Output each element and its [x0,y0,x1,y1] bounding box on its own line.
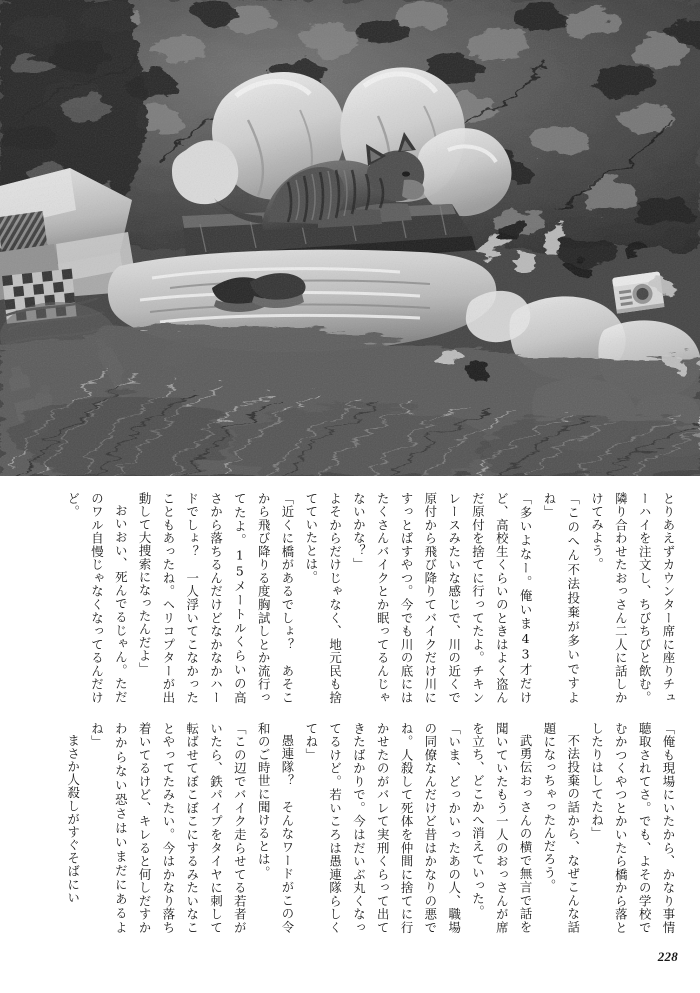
paragraph: 「このへん不法投棄が多いですよね」 [541,492,581,704]
paragraph: 「いま、どっかいったあの人、職場の同僚なんだけど昔はかなりの悪でね。人殺して死体を仲間に捨てに行かせたのがバレて実刑くらって出てきたばかりで。今はだいぶ丸くなってるけど。若いころは愚連隊らしくてね」 [303,722,462,934]
photograph-artwork [0,0,700,476]
body-text-block-lower [64,722,680,934]
photo-tone [0,0,700,476]
paragraph: 「この辺でバイク走らせてる若者がいたら、鉄パイプをタイヤに刺して転ばせてぼこぼこにするみたいなことやってたみたい。今はかなり落ち着いてるけど、キレると何しだすかわからない恐さはいまだにあるよね」 [89,722,248,934]
paragraph: おいおい、死んでるじゃん。ただのワル自慢じゃなくなってるんだけど。 [65,492,129,704]
paragraph: まさか人殺しがすぐそばにい [65,734,81,905]
paragraph: 不法投棄の話から、なぜこんな話題になっちゃったんだろう。 [541,722,581,934]
paragraph: よそからだけじゃなく、地元民も捨てていたとは。 [303,492,343,704]
paragraph: 「近くに橋があるでしょ？ あそこから飛び降りる度胸試しとか流行ってたよ。15メートルくらいの高さから落ちるんだけどなかなかハードでしょ？ 一人浮いてこなかったこともあったね。ヘリコプターが出動して大捜索になったんだよ」 [137,492,295,704]
paragraph: 「多いよなー。俺いま43才だけど、高校生くらいのときはよく盗んだ原付を捨てに行ってたよ。チキンレースみたいな感じで、川の近くで原付から飛び降りてバイクだけ川にすっとばすやつ。今でも川の底にはたくさんバイクとか眠ってるんじゃないかな？」 [351,492,534,704]
paragraph: 武勇伝おっさんの横で無言で話を聞いていたもう一人のおっさんが席を立ち、どこかへ消えていった。 [470,722,534,934]
illegal-dumping-photograph [0,0,700,476]
paragraph: 「俺も現場にいたから、かなり事情聴取されてさ。でも、よその学校でむかつくやつとかいたら橋から落としたりはしてたね」 [589,722,676,934]
paragraph: とりあえずカウンター席に座りチューハイを注文し、ちびちびと飲む。隣り合わせたおっさん二人に話しかけてみよう。 [589,492,676,704]
page-number: 228 [657,949,678,964]
body-text-block-upper [64,492,680,704]
paragraph: 愚連隊？ そんなワードがこの令和のご時世に聞けるとは。 [256,722,295,934]
